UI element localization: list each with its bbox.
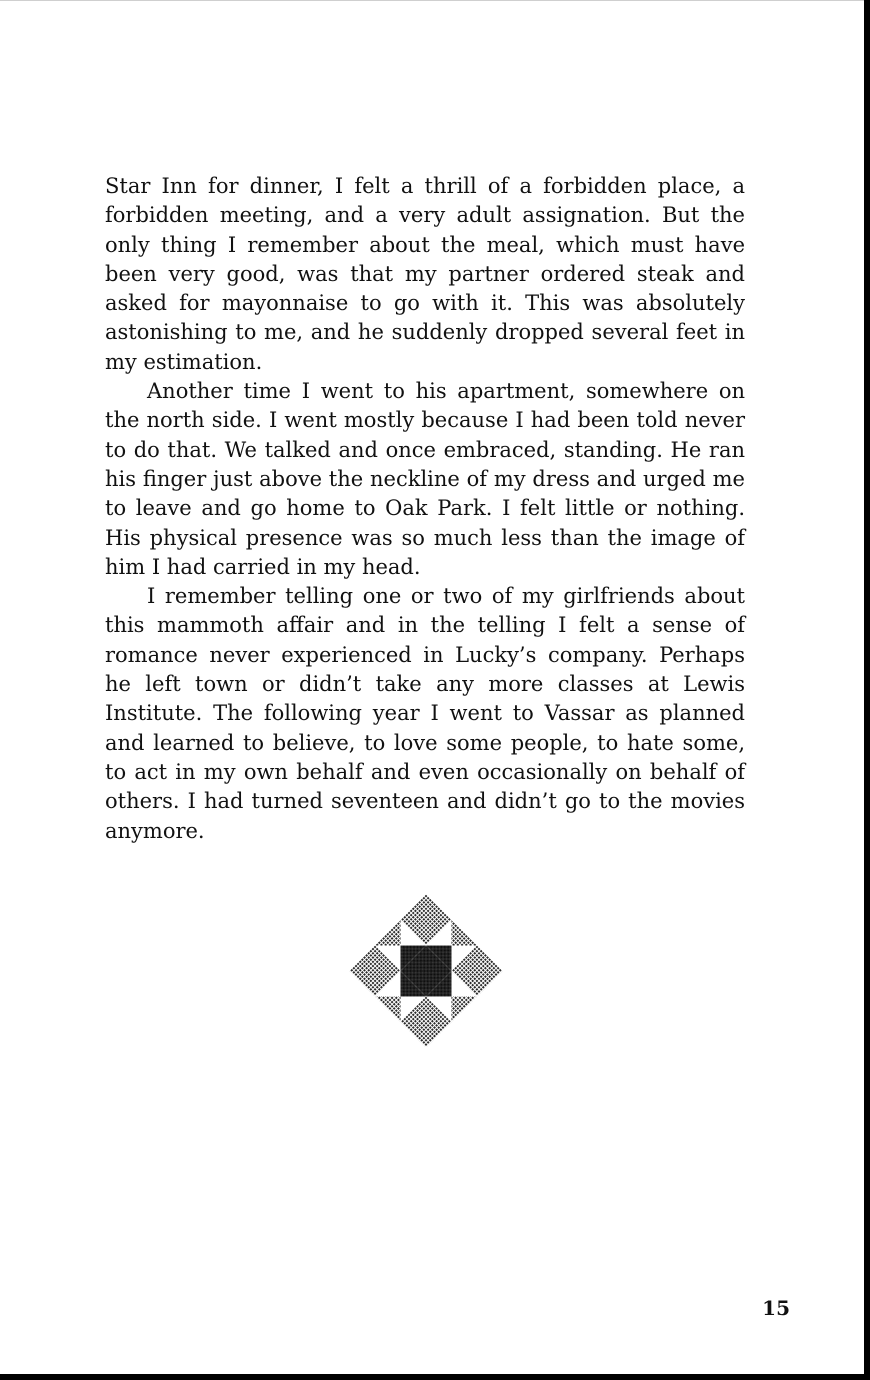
scan-edge-top <box>0 0 870 1</box>
paragraph-1: Star Inn for dinner, I felt a thrill of a forbidden place, a forbidden meeting, and a very adult assignation. But the only thing I remember about the meal, which must have been very good, was that my partner ordered steak and asked for mayonnaise to go with it. This was absolutely astonishing to me, and he suddenly dropped several feet in my estimation. <box>105 174 745 374</box>
body-text <box>105 172 745 846</box>
scan-edge-bottom <box>0 1374 870 1380</box>
quilt-block-diamond-icon <box>348 893 504 1049</box>
paragraph-3: I remember telling one or two of my girlfriends about this mammoth affair and in the telling I felt a sense of romance never experienced in Lucky’s company. Perhaps he left town or didn’t take any more classes at Lewis Institute. The following year I went to Vassar as planned and learned to believe, to love some people, to hate some, to act in my own behalf and even occasionally on behalf of others. I had turned seventeen and didn’t go to the movies anymore. <box>105 584 745 843</box>
page-number: 15 <box>762 1296 790 1320</box>
scan-edge-right <box>864 0 870 1380</box>
paragraph-2: Another time I went to his apartment, somewhere on the north side. I went mostly because I had been told never to do that. We talked and once embraced, standing. He ran his finger just above the neckline of my dress and urged me to leave and go home to Oak Park. I felt little or nothing. His physical presence was so much less than the image of him I had carried in my head. <box>105 379 745 579</box>
